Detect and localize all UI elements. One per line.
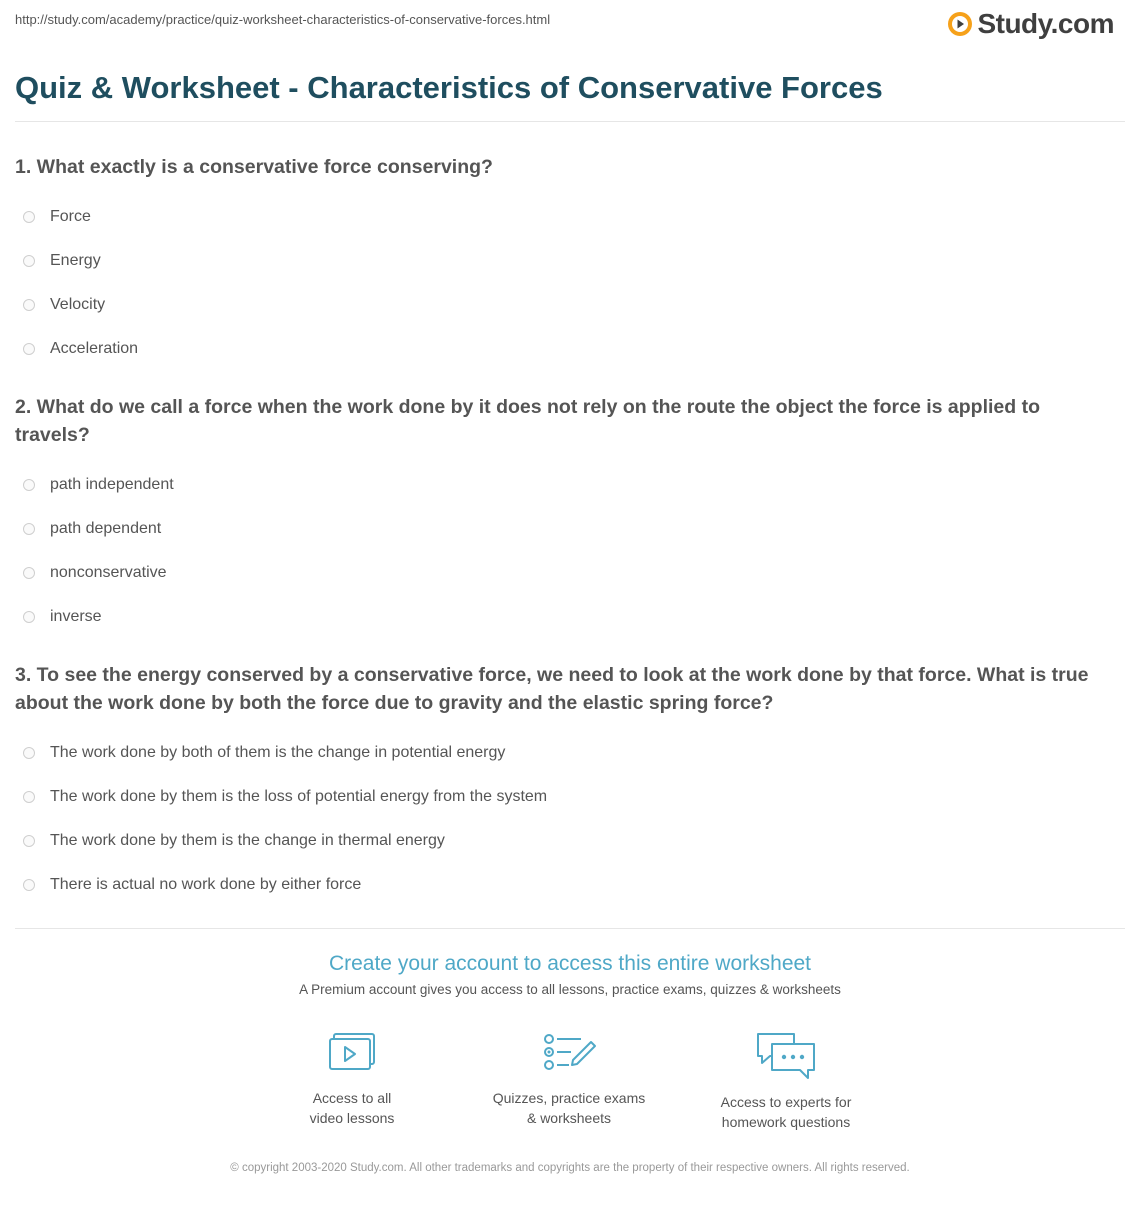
answer-option[interactable] bbox=[15, 819, 1120, 863]
answer-option[interactable] bbox=[15, 863, 1120, 907]
answer-option[interactable] bbox=[15, 507, 1120, 551]
video-lessons-icon bbox=[324, 1030, 380, 1078]
feature-label bbox=[696, 1092, 876, 1132]
feature-quizzes bbox=[479, 1030, 659, 1128]
option-label: inverse bbox=[50, 608, 102, 625]
radio-button[interactable] bbox=[23, 299, 35, 311]
page-url: http://study.com/academy/practice/quiz-worksheet-characteristics-of-conservative-forces.html bbox=[15, 12, 551, 27]
quiz-checklist-icon bbox=[541, 1030, 597, 1078]
question-text: 1. What exactly is a conservative force conserving? bbox=[15, 156, 493, 178]
question-1 bbox=[15, 153, 1120, 371]
options-list bbox=[15, 731, 1120, 907]
cta-divider bbox=[15, 928, 1125, 929]
radio-button[interactable] bbox=[23, 343, 35, 355]
answer-option[interactable] bbox=[15, 463, 1120, 507]
option-label: The work done by them is the change in thermal energy bbox=[50, 832, 445, 849]
play-logo-icon bbox=[947, 11, 973, 37]
signup-cta bbox=[0, 952, 1140, 997]
radio-button[interactable] bbox=[23, 211, 35, 223]
answer-option[interactable] bbox=[15, 283, 1120, 327]
question-2 bbox=[15, 393, 1120, 639]
chat-bubbles-icon bbox=[754, 1030, 818, 1082]
cta-title-link[interactable]: Create your account to access this entire worksheet bbox=[328, 952, 812, 975]
feature-label-line: Access to experts for bbox=[720, 1094, 852, 1110]
option-label: There is actual no work done by either force bbox=[50, 876, 362, 893]
logo-text: Study.com bbox=[977, 8, 1114, 39]
option-label: nonconservative bbox=[50, 564, 167, 581]
question-3 bbox=[15, 661, 1120, 907]
options-list bbox=[15, 195, 1120, 371]
options-list bbox=[15, 463, 1120, 639]
radio-button[interactable] bbox=[23, 479, 35, 491]
radio-button[interactable] bbox=[23, 879, 35, 891]
option-label: Energy bbox=[50, 252, 101, 269]
option-label: The work done by both of them is the change in potential energy bbox=[50, 744, 506, 761]
radio-button[interactable] bbox=[23, 567, 35, 579]
radio-button[interactable] bbox=[23, 255, 35, 267]
radio-button[interactable] bbox=[23, 611, 35, 623]
answer-option[interactable] bbox=[15, 731, 1120, 775]
feature-label-line: homework questions bbox=[721, 1114, 851, 1130]
question-text: 3. To see the energy conserved by a conservative force, we need to look at the work done by that force. What is true about the work done by both the force due to gravity and the elastic spring force? bbox=[15, 664, 1089, 714]
option-label: Velocity bbox=[50, 296, 106, 313]
title-divider bbox=[15, 121, 1125, 122]
option-label: Acceleration bbox=[50, 340, 139, 357]
answer-option[interactable] bbox=[15, 775, 1120, 819]
feature-label bbox=[262, 1088, 442, 1128]
option-label: path dependent bbox=[50, 520, 162, 537]
option-label: path independent bbox=[50, 476, 174, 493]
feature-label-line: Quizzes, practice exams bbox=[492, 1090, 646, 1106]
page-title: Quiz & Worksheet - Characteristics of Conservative Forces bbox=[15, 70, 883, 105]
radio-button[interactable] bbox=[23, 791, 35, 803]
feature-video-lessons bbox=[262, 1030, 442, 1128]
study-logo[interactable] bbox=[947, 8, 1114, 40]
answer-option[interactable] bbox=[15, 239, 1120, 283]
question-text: 2. What do we call a force when the work done by it does not rely on the route the object the force is applied to travels? bbox=[15, 396, 1040, 446]
feature-label-line: video lessons bbox=[309, 1110, 395, 1126]
option-label: Force bbox=[50, 208, 91, 225]
feature-label bbox=[479, 1088, 659, 1128]
answer-option[interactable] bbox=[15, 595, 1120, 639]
answer-option[interactable] bbox=[15, 327, 1120, 371]
cta-subtitle: A Premium account gives you access to all lessons, practice exams, quizzes & worksheets bbox=[299, 982, 841, 997]
feature-label-line: & worksheets bbox=[526, 1110, 612, 1126]
copyright-notice: © copyright 2003-2020 Study.com. All other trademarks and copyrights are the property of their respective owners. All rights reserved. bbox=[230, 1162, 910, 1174]
feature-label-line: Access to all bbox=[312, 1090, 392, 1106]
radio-button[interactable] bbox=[23, 523, 35, 535]
answer-option[interactable] bbox=[15, 551, 1120, 595]
feature-experts bbox=[696, 1030, 876, 1132]
option-label: The work done by them is the loss of potential energy from the system bbox=[50, 788, 548, 805]
radio-button[interactable] bbox=[23, 747, 35, 759]
radio-button[interactable] bbox=[23, 835, 35, 847]
answer-option[interactable] bbox=[15, 195, 1120, 239]
